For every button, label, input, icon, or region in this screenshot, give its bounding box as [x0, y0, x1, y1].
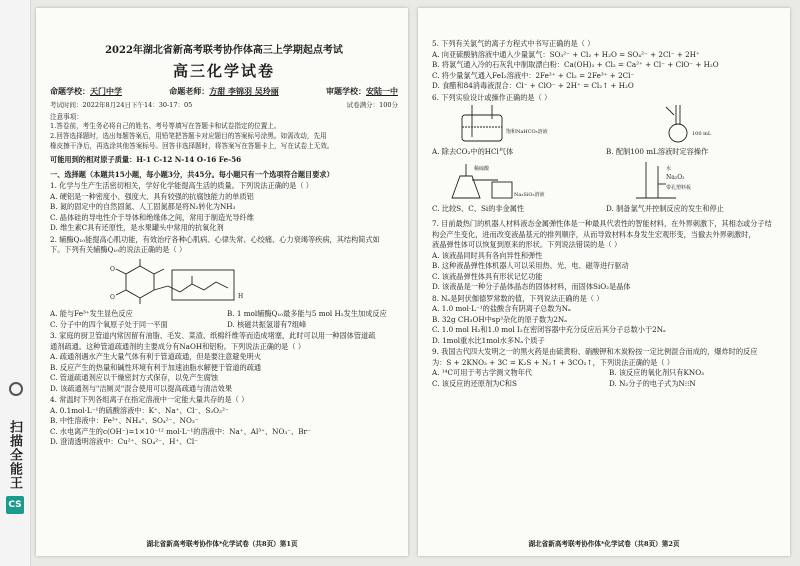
question-9 [432, 347, 780, 389]
apparatus-label-c2: Na₂SiO₃溶液 [514, 192, 545, 199]
section-title: 一、选择题（本题共15小题，每小题3分，共45分。每小题只有一个选项符合题目要求） [50, 169, 334, 179]
option: D. 食醋和84消毒液混合：Cl⁻ + ClO⁻ + 2H⁺ = Cl₂↑ + H₂O [432, 81, 634, 91]
question-stem: 6. 下列实验设计或操作正确的是（ ） [432, 92, 552, 102]
exam-info [50, 101, 398, 110]
teacher-names: 方甜 李锦羽 吴玲丽 [209, 86, 279, 97]
option: A. ¹⁴C可用于考古学测文物年代 [432, 368, 533, 378]
question-stem: 8. Nₐ是阿伏伽德罗常数的值，下列说法正确的是（ ） [432, 293, 604, 303]
question-stem: 4. 常温时下列各组离子在指定溶液中一定能大量共存的是（ ） [50, 395, 249, 405]
option: D. N₂分子的电子式为N⁝⁝N [609, 378, 696, 388]
apparatus-label-a: 饱和NaHCO₃溶液 [506, 129, 548, 136]
exam-page-2 [418, 8, 790, 556]
review-school: 安陆一中 [365, 86, 398, 97]
nonmetal-comparison-apparatus-icon [432, 162, 592, 200]
option: B. 该反应的氧化剂只有KNO₃ [609, 368, 704, 378]
question-8 [432, 294, 780, 347]
option: A. 向亚硫酸钠溶液中通入少量氯气：SO₃²⁻ + Cl₂ + H₂O = SO₄²⁻ + 2Cl⁻ + 2H⁺ [432, 49, 700, 59]
question-7 [432, 219, 780, 293]
question-stem: 3. 家庭的厨卫管道内常因留有油脂、毛发、菜渣、纸棉纤维等而造成堵塞，此时可以用一种固体管道疏 [50, 331, 376, 341]
option: D. 维生素C具有还原性，是水果罐头中常用的抗氧化剂 [50, 223, 224, 233]
gas-washing-bottle-icon [432, 105, 592, 143]
note-0: 注意事项： [50, 112, 83, 121]
question-4 [50, 395, 398, 448]
search-icon[interactable] [9, 382, 23, 396]
question-6 [432, 93, 780, 218]
option: B. 将氯气通入冷的石灰乳中制取漂白粉：Ca(OH)₂ + Cl₂ = Ca²⁺ + Cl⁻ + ClO⁻ + H₂O [432, 60, 719, 70]
question-stem: 7. 目前最热门的机器人材料液态金属弹性体是一种最具代表性的智能材料，在外界刺激下，其相态或分子结 [432, 219, 772, 229]
option: A. 该液晶同时具有各向异性和弹性 [432, 250, 543, 260]
exam-title: 2022年湖北省新高考联考协作体高三上学期起点考试 [105, 45, 343, 56]
page-2-footer: 湖北省新高考联考协作体*化学试卷（共8页）第2页 [528, 540, 680, 548]
option: A. 除去CO₂中的HCl气体 [432, 146, 514, 156]
option: C. 该液晶弹性体具有形状记忆功能 [432, 271, 543, 281]
volumetric-flask-icon [606, 105, 766, 143]
option: A. 1.0 mol·L⁻¹的盐酸含有阴离子总数为Nₐ [432, 304, 571, 314]
question-stem: 9. 我国古代四大发明之一的黑火药是由硫黄粉、硝酸钾和木炭粉按一定比例混合而成的，爆炸时的反应 [432, 347, 758, 357]
question-stem: 通剂疏通。这种管道疏通剂的主要成分有NaOH和铝粉。下列说法正确的是（ ） [50, 341, 306, 351]
option: C. 比较S、C、Si的非金属性 [432, 203, 525, 213]
option: C. 该反应的还原剂为C和S [432, 378, 517, 388]
option: B. 配制100 mL溶液时定容操作 [606, 146, 709, 156]
option: B. 中性溶液中：Fe³⁺、NH₄⁺、SO₄²⁻、NO₃⁻ [50, 416, 199, 426]
option: A. 0.1mol·L⁻¹的硫酸溶液中：K⁺、Na⁺、Cl⁻、S₂O₃²⁻ [50, 405, 229, 415]
apparatus-label-b: 100 mL [692, 131, 712, 138]
page-1-content [50, 18, 398, 526]
scanner-sidebar [0, 0, 31, 566]
option: C. 分子中的四个氧原子处于同一平面 [50, 319, 168, 329]
note-1: 1.答卷前，考生务必将自己的姓名、考号等填写在答题卡和试卷指定的位置上。 [50, 122, 281, 131]
question-stem: 为：S + 2KNO₃ + 3C = K₂S + N₂↑ + 3CO₂↑，下列说法正确的是（ ） [432, 357, 674, 367]
exam-time: 考试时间：2022年8月24日下午14：30-17：05 [50, 101, 193, 110]
exam-score: 试卷满分：100分 [346, 101, 398, 110]
page-1-footer: 湖北省新高考联考协作体*化学试卷（共8页）第1页 [146, 540, 298, 548]
apparatus-label-c1: 稀硫酸 [474, 166, 490, 173]
svg-text:O: O [110, 293, 115, 301]
app-name: 扫描全能王 [7, 420, 22, 490]
option: B. 氮的固定中的自然固氮、人工固氮都是将N₂转化为NH₃ [50, 202, 236, 212]
review-label: 审题学校： [325, 86, 366, 97]
option: C. 水电离产生的c(OH⁻)=1×10⁻¹² mol·L⁻¹的溶液中：Na⁺、Al³⁺、NO₃⁻、Br⁻ [50, 426, 311, 436]
option: C. 将少量氯气通入FeI₂溶液中：2Fe²⁺ + Cl₂ = 2Fe³⁺ + 2Cl⁻ [432, 70, 635, 80]
note-2: 2.回答选择题时，选出每题答案后，用铅笔把答题卡对应题目的答案标号涂黑。如需改动，先用 [50, 131, 327, 140]
question-stem: 1. 化学与生产生活密切相关，学好化学能提高生活的质量。下列说法正确的是（ ） [50, 181, 313, 191]
coenzyme-q10-structure-icon [110, 258, 290, 304]
option: C. 管道疏通剂应以干燥密封方式保存，以免产生腐蚀 [50, 373, 218, 383]
school-name: 天门中学 [90, 86, 122, 97]
school-label: 命题学校： [50, 86, 90, 97]
atomic-masses: 可能用到的相对原子质量：H-1 C-12 N-14 O-16 Fe-56 [50, 155, 242, 165]
note-3: 橡皮擦干净后，再选涂其他答案标号。回答非选择题时，将答案写在答题卡上，写在试卷上无效。 [50, 141, 334, 150]
exam-page-1 [36, 8, 408, 556]
option: D. 1mol重水比1mol水多Nₐ个质子 [432, 335, 545, 345]
option: B. 32g CH₃OH中sp³杂化的原子数为2Nₐ [432, 314, 567, 324]
question-stem: 液晶弹性体可以恢复到原来的形状。下列说法错误的是（ ） [432, 240, 622, 250]
option: D. 该液晶是一种分子晶体晶态的固体材料，而固体SiO₂是晶体 [432, 282, 631, 292]
svg-text:O: O [110, 265, 115, 273]
option: D. 核磁共振氢谱有7组峰 [227, 319, 307, 329]
option: D. 澄清透明溶液中：Cu²⁺、SO₄²⁻、H⁺、Cl⁻ [50, 437, 198, 447]
author-info [50, 86, 398, 98]
option: B. 反应产生的热量和碱性环境有利于加速油脂水解便于管道的疏通 [50, 362, 262, 372]
option: A. 能与Fe³⁺发生显色反应 [50, 309, 133, 319]
teacher-label: 命题老师： [169, 86, 210, 97]
option: B. 1 mol辅酶Q₁₀最多能与5 mol H₂发生加成反应 [227, 309, 387, 319]
question-stem: 构会产生变化，进而改变液晶基元的排列顺序，从而导致材料本身发生宏观形变，当撤去外界刺激时， [432, 229, 756, 239]
option: C. 晶体硅的导电性介于导体和绝缘体之间，常用于制造光导纤维 [50, 212, 254, 222]
cs-logo-badge: CS [6, 496, 24, 514]
exam-subject-title: 高三化学试卷 [172, 61, 275, 80]
option: C. 1.0 mol H₂和1.0 mol I₂在密闭容器中充分反应后其分子总数小于2Nₐ [432, 325, 666, 335]
option: B. 这种液晶弹性体机器人可以采用热、光、电、磁等进行驱动 [432, 261, 629, 271]
page-2-content [432, 38, 780, 526]
question-1 [50, 181, 398, 234]
svg-text:H: H [238, 292, 244, 300]
question-stem: 下。下列有关辅酶Q₁₀的说法正确的是（ ） [50, 245, 187, 255]
option: D. 制备氯气并控制反应的发生和停止 [606, 203, 724, 213]
apparatus-label-d3: 带孔塑料板 [666, 185, 692, 192]
option: A. 疏通剂遇水产生大量气体有利于管道疏通，但是要注意避免明火 [50, 352, 262, 362]
chlorine-generator-icon [606, 162, 766, 200]
question-3 [50, 331, 398, 394]
question-stem: 2. 辅酶Q₁₀能提高心肌功能，有效治疗各种心肌病、心律失常、心绞痛、心力衰竭等疾病，其结构简式如 [50, 234, 380, 244]
apparatus-label-d1: 水 [666, 166, 672, 173]
question-2 [50, 235, 398, 331]
apparatus-label-d2: Na₂O₂ [666, 174, 685, 182]
question-stem: 5. 下列有关氯气的离子方程式中书写正确的是（ ） [432, 39, 595, 48]
option: D. 该疏通剂与"洁厕灵"混合使用可以提高疏通与清洁效果 [50, 383, 233, 393]
option: A. 硬铝是一种密度小、强度大、具有较强的抗腐蚀能力的单质铝 [50, 191, 254, 201]
question-5 [432, 39, 780, 92]
